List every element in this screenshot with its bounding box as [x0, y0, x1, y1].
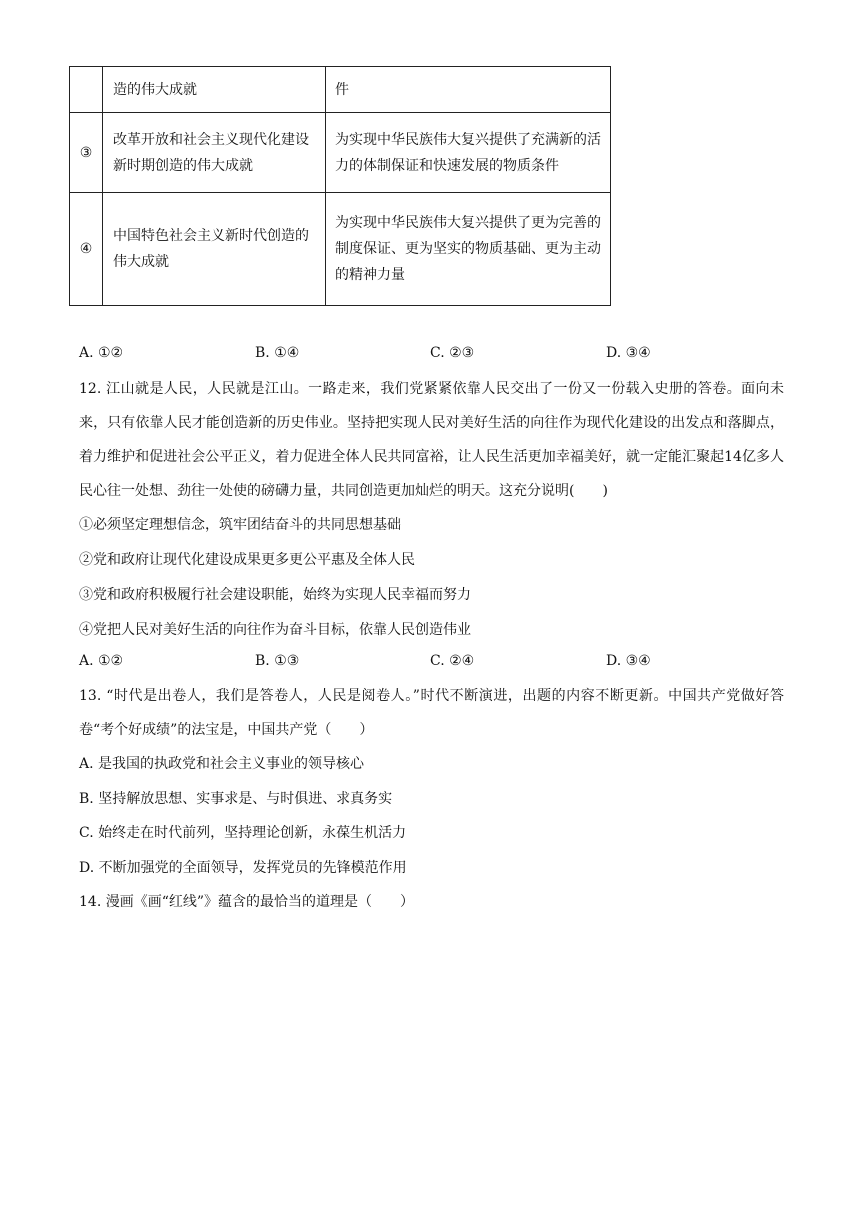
q11-option-c: C. ②③: [430, 345, 475, 361]
q12-item-4: ④党把人民对美好生活的向往作为奋斗目标，依靠人民创造伟业: [79, 622, 471, 638]
q11-option-a: A. ①②: [79, 345, 124, 361]
q11-option-b: B. ①④: [255, 345, 300, 361]
achievement-cell: 造的伟大成就: [103, 67, 326, 113]
q12-option-c: C. ②④: [430, 653, 475, 669]
table-row: [70, 113, 611, 193]
q12-stem: 12. 江山就是人民，人民就是江山。一路走来，我们党紧紧依靠人民交出了一份又一份载入史册的答卷。面向未来，只有依靠人民才能创造新的历史伟业。坚持把实现人民对美好生活的向往作为现代化建设的出发点和落脚点，着力维护和促进社会公平正义，着力促进全体人民共同富裕，让人民生活更加幸福美好，就一定能汇聚起14亿多人民心往一处想、劲往一处使的磅礴力量，共同创造更加灿烂的明天。这充分说明( ): [79, 381, 784, 499]
achievements-table: [69, 66, 611, 306]
q13-option-d: D. 不断加强党的全面领导，发挥党员的先锋模范作用: [79, 860, 407, 876]
significance-cell: 件: [326, 67, 611, 113]
q13-option-b: B. 坚持解放思想、实事求是、与时俱进、求真务实: [79, 791, 393, 807]
achievement-cell: 中国特色社会主义新时代创造的伟大成就: [103, 193, 326, 306]
row-number: ④: [70, 193, 103, 306]
q13-option-a: A. 是我国的执政党和社会主义事业的领导核心: [79, 756, 365, 772]
q12-item-2: ②党和政府让现代化建设成果更多更公平惠及全体人民: [79, 552, 415, 568]
significance-cell: 为实现中华民族伟大复兴提供了充满新的活力的体制保证和快速发展的物质条件: [326, 113, 611, 193]
q12-item-3: ③党和政府积极履行社会建设职能，始终为实现人民幸福而努力: [79, 587, 471, 603]
q12-item-1: ①必须坚定理想信念，筑牢团结奋斗的共同思想基础: [79, 517, 401, 533]
q14-stem: 14. 漫画《画“红线”》蕴含的最恰当的道理是（ ）: [79, 894, 415, 910]
row-number: ③: [70, 113, 103, 193]
row-number: [70, 67, 103, 113]
achievement-cell: 改革开放和社会主义现代化建设新时期创造的伟大成就: [103, 113, 326, 193]
q11-option-d: D. ③④: [606, 345, 651, 361]
q12-option-d: D. ③④: [606, 653, 651, 669]
q12-option-b: B. ①③: [255, 653, 300, 669]
q12-option-a: A. ①②: [79, 653, 124, 669]
table-row: [70, 67, 611, 113]
table-row: [70, 193, 611, 306]
q13-option-c: C. 始终走在时代前列，坚持理论创新，永葆生机活力: [79, 825, 407, 841]
significance-cell: 为实现中华民族伟大复兴提供了更为完善的制度保证、更为坚实的物质基础、更为主动的精神力量: [326, 193, 611, 306]
q13-stem: 13. “时代是出卷人，我们是答卷人，人民是阅卷人。”时代不断演进，出题的内容不断更新。中国共产党做好答卷“考个好成绩”的法宝是，中国共产党（ ）: [79, 688, 784, 738]
